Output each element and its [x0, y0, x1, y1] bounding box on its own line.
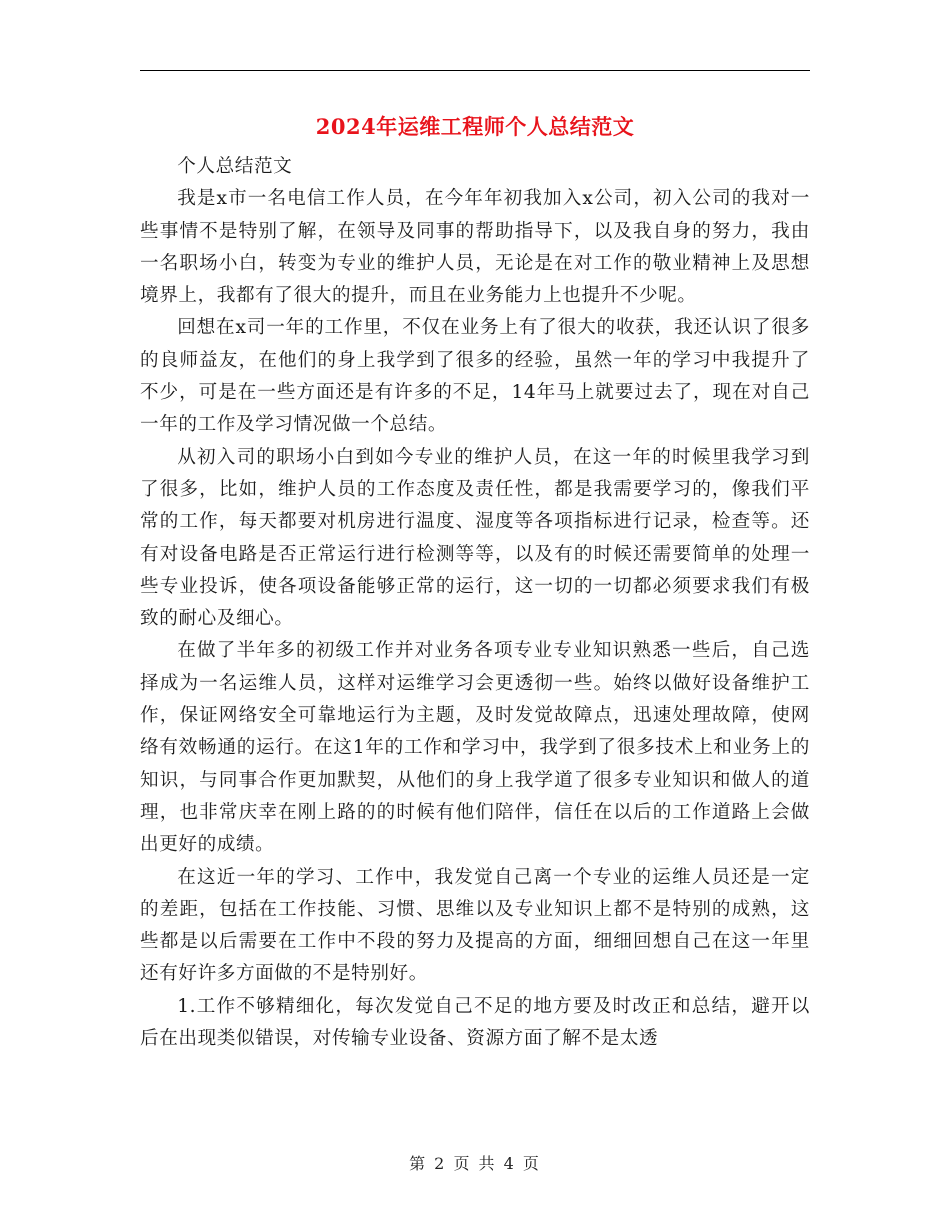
document-body	[140, 151, 810, 1055]
page-number-footer: 第 2 页 共 4 页	[409, 1154, 541, 1173]
paragraph-gaps: 在这近一年的学习、工作中，我发觉自己离一个专业的运维人员还是一定的差距，包括在工作技能、习惯、思维以及专业知识上都不是特别的成熟，这些都是以后需要在工作中不段的努力及提高的方面，细细回想自己在这一年里还有好许多方面做的不是特别好。	[140, 866, 810, 985]
paragraph-learning: 从初入司的职场小白到如今专业的维护人员，在这一年的时候里我学习到了很多，比如，维护人员的工作态度及责任性，都是我需要学习的，像我们平常的工作，每天都要对机房进行温度、湿度等各项指标进行记录，检查等。还有对设备电路是否正常运行进行检测等等，以及有的时候还需要简单的处理一些专业投诉，使各项设备能够正常的运行，这一切的一切都必须要求我们有极致的耐心及细心。	[140, 446, 810, 630]
paragraph-operations: 在做了半年多的初级工作并对业务各项专业专业知识熟悉一些后，自己选择成为一名运维人员，这样对运维学习会更透彻一些。始终以做好设备维护工作，保证网络安全可靠地运行为主题，及时发觉故障点，迅速处理故障，使网络有效畅通的运行。在这1年的工作和学习中，我学到了很多技术上和业务上的知识，与同事合作更加默契，从他们的身上我学道了很多专业知识和做人的道理，也非常庆幸在刚上路的的时候有他们陪伴，信任在以后的工作道路上会做出更好的成绩。	[140, 640, 810, 856]
paragraph-review: 回想在x司一年的工作里，不仅在业务上有了很大的收获，我还认识了很多的良师益友，在他们的身上我学到了很多的经验，虽然一年的学习中我提升了不少，可是在一些方面还是有许多的不足，14年马上就要过去了，现在对自己一年的工作及学习情况做一个总结。	[140, 317, 810, 436]
header-rule	[140, 70, 810, 71]
paragraph-heading: 个人总结范文	[177, 156, 293, 177]
document-title: 2024年运维工程师个人总结范文	[315, 114, 635, 139]
paragraph-intro: 我是x市一名电信工作人员，在今年年初我加入x公司，初入公司的我对一些事情不是特别了解，在领导及同事的帮助指导下，以及我自身的努力，我由一名职场小白，转变为专业的维护人员，无论是在对工作的敬业精神上及思想境界上，我都有了很大的提升，而且在业务能力上也提升不少呢。	[140, 188, 810, 307]
paragraph-item-1: 1.工作不够精细化，每次发觉自己不足的地方要及时改正和总结，避开以后在出现类似错误，对传输专业设备、资源方面了解不是太透	[140, 995, 810, 1050]
